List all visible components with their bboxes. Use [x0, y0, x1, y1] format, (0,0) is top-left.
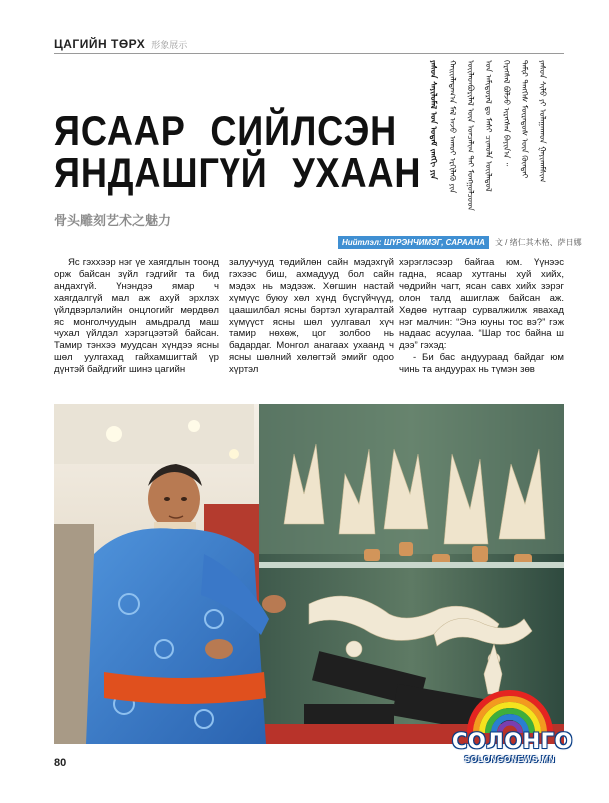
article-headline — [54, 107, 422, 196]
text-column-1 — [54, 257, 219, 376]
paragraph: Яс гэххээр нэг үе хаягдлын тоонд орж байсан зүйл гэдгийг та бид андахгүй. Үнэндээ ямар ч хаягдалгүй мал аж ахуй эрхлэх үйлдвэрлэлийн онцлогийг мөрдвөл яс монголчуудын амьдралд маш чухал үйлдэл хэрэгцээтэй байсан. Тамир тэнхээ муудсан хүндээ ясны шөл уулгахад гайхамшигтай үр дүнтэй байдгийг шинэ цагийн — [54, 257, 219, 376]
chinese-subtitle: 骨头雕刻艺术之魅力 — [54, 214, 172, 229]
mongol-text-column: ᠦᠢᠯᠡᠳᠪᠦᠷᠢᠯᠡᠯ ᠦᠨ ᠣᠨᠴᠠᠯᠢᠭ ᠲᠠᠢ ᠮᠣᠩᠭᠣᠯᠴᠤᠳ — [466, 60, 475, 211]
byline — [338, 236, 582, 249]
paragraph: хэрэглэсээр байгаа юм. Үүнээс гадна, ясаар хутганы хуй хийх, чөдрийн чагт, ясан савх хийх зэрэг олон талд ашиглаж байсан аж. Хөдөө нутгаар сурвалжилж явахад нэг малчин: “Энэ юуны тос вэ?” гэж надаас асуулаа. “Шар тос байна ш дээ” гэхэд: — [399, 257, 564, 352]
mongolian-script-block — [428, 60, 562, 228]
page-number: 80 — [54, 757, 67, 769]
section-title: ЦАГИЙН ТӨРХ — [54, 37, 146, 51]
mongol-text-column: ᠶᠠᠰᠤᠨ ᠰᠡᠶᠢᠯᠦᠮᠡᠯ ᠤᠨ ᠤᠳᠠᠮ ᠵᠠᠩᠭᠢ ᠶᠢᠨ — [429, 60, 439, 180]
section-header — [54, 37, 564, 54]
article-body — [54, 257, 564, 402]
mongol-text-column: ᠶᠠᠰᠤᠨ ᠰᠢᠯᠦ ᠶᠢ ᠤᠯᠠᠭᠠᠬᠠᠳ ᠭᠠᠶᠢᠬᠠᠮᠰᠢᠭ — [538, 60, 547, 183]
logo-brand-text: СОЛОНГО — [452, 729, 573, 753]
byline-chinese: 文 / 绪仁其木格、萨日娜 — [494, 238, 582, 247]
mongol-text-column: ᠬᠡᠷᠡᠭᠰᠡᠯ ᠪᠣᠯᠵᠤ ᠢᠷᠡᠭᠰᠡᠨ ᠪᠠᠶᠢᠨ᠎ᠠ ᠃ — [502, 60, 511, 167]
logo-url: SOLONGONEWS.MN — [464, 755, 556, 764]
section-subtitle: 形象展示 — [151, 40, 188, 50]
text-column-2 — [229, 257, 394, 376]
mongol-text-column: ᠬᠠᠢᠶ᠋ᠠᠯᠠᠳᠠᠭ᠎ᠠ ᠮᠠᠯ ᠠᠵᠤ ᠠᠬᠤᠢ ᠡᠷᠬᠢᠯᠡᠬᠦ ᠶᠢᠨ — [448, 60, 457, 194]
text-column-3 — [399, 257, 564, 376]
solongo-logo — [452, 681, 573, 769]
headline-line-1: ЯСААР СИЙЛСЭН — [54, 107, 398, 154]
paragraph: залуучууд төдийлөн сайн мэдэхгүй гэхээс биш, ахмадууд бол сайн мэдэх нь мэдээж. Хөгшин настай хүмүүс буюу хөл хүнд бүсгүйчүүд, цаашилбал ясны бэртэл хугаралтай хүмүүст ясны шөл уулгавал хүч тамир нөхөж, цог золбоо нь бадардаг. Монгол анагаах ухаанд ч ясны шөлний хөлөгтэй эмийг одоо хүртэл — [229, 257, 394, 376]
mongol-text-column: ᠲᠠᠮᠢᠷ ᠲᠡᠩᠭᠡᠰ ᠮᠦᠷᠡᠳᠦᠰ ᠦᠨ ᠬᠥᠨᠳᠡᠢ — [520, 60, 529, 179]
byline-author: Нийтлэл: ШҮРЭНЧИМЭГ, САРААНА — [338, 236, 489, 249]
headline-line-2: ЯНДАШГҮЙ УХААН — [54, 149, 422, 196]
mongol-text-column: ᠤᠨ ᠠᠮᠢᠳᠤᠷᠠᠯ ᠳᠤ ᠮᠠᠰᠢ ᠴᠢᠬᠤᠯᠠ ᠦᠢᠯᠡᠳᠦᠯ — [484, 60, 493, 192]
paragraph: - Би бас андуураад байдаг юм чинь та андуурах нь түмэн зөв — [399, 352, 564, 376]
